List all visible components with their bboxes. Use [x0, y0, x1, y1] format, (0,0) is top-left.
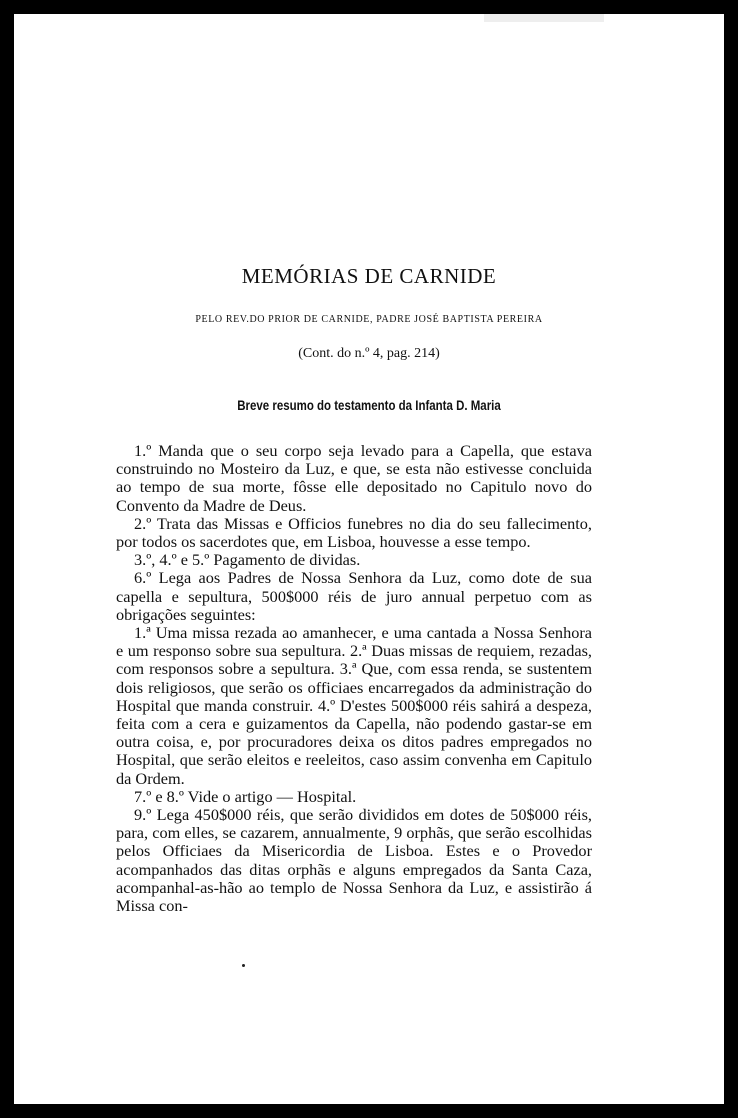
- article-body: [116, 442, 592, 915]
- paragraph: 3.º, 4.º e 5.º Pagamento de dividas.: [134, 550, 361, 570]
- page-mark: [242, 964, 245, 967]
- paragraph: 2.º Trata das Missas e Officios funebres no dia do seu fallecimento, por todos os sacerdotes que, em Lisboa, houvesse a esse tempo.: [116, 513, 592, 552]
- continuation-note: (Cont. do n.º 4, pag. 214): [298, 346, 440, 361]
- paragraph: 9.º Lega 450$000 réis, que serão divididos em dotes de 50$000 réis, para, com elles, se cazarem, annualmente, 9 orphãs, que serão escolhidas pelos Officiaes da Misericordia de Lisboa. Estes e o Provedor acompanhados das ditas orphãs e alguns empregados da Santa Caza, acompanhal-as-hão ao templo de Nossa Senhora da Luz, e assistirão á Missa con-: [116, 805, 592, 916]
- article-byline: PELO REV.DO PRIOR DE CARNIDE, PADRE JOSÉ BAPTISTA PEREIRA: [195, 314, 543, 325]
- scan-smudge: [484, 14, 604, 22]
- paragraph: 6.º Lega aos Padres de Nossa Senhora da Luz, como dote de sua capella e sepultura, 500$000 réis de juro annual perpetuo com as obrigações seguintes:: [116, 568, 592, 624]
- paragraph: 1.º Manda que o seu corpo seja levado para a Capella, que estava construindo no Mosteiro da Luz, e que, se esta não estivesse concluida ao tempo de sua morte, fôsse elle depositado no Capitulo novo do Convento da Madre de Deus.: [116, 441, 592, 515]
- article-title: MEMÓRIAS DE CARNIDE: [241, 264, 497, 288]
- section-subtitle: Breve resumo do testamento da Infanta D. Maria: [237, 397, 501, 413]
- document-page: [14, 14, 724, 1104]
- paragraph: 7.º e 8.º Vide o artigo — Hospital.: [134, 786, 357, 806]
- paragraph: 1.ª Uma missa rezada ao amanhecer, e uma cantada a Nossa Senhora e um responso sobre sua sepultura. 2.ª Duas missas de requiem, rezadas, com responsos sobre a sepultura. 3.ª Que, com essa renda, se sustentem dois religiosos, que serão os officiaes encarregados da administração do Hospital que manda construir. 4.º D'estes 500$000 réis sahirá a despeza, feita com a cera e guizamentos da Capella, não podendo gastar-se em outra coisa, e, por procuradores deixa os ditos padres empregados no Hospital, que serão eleitos e reeleitos, caso assim convenha em Capitulo da Ordem.: [116, 623, 592, 788]
